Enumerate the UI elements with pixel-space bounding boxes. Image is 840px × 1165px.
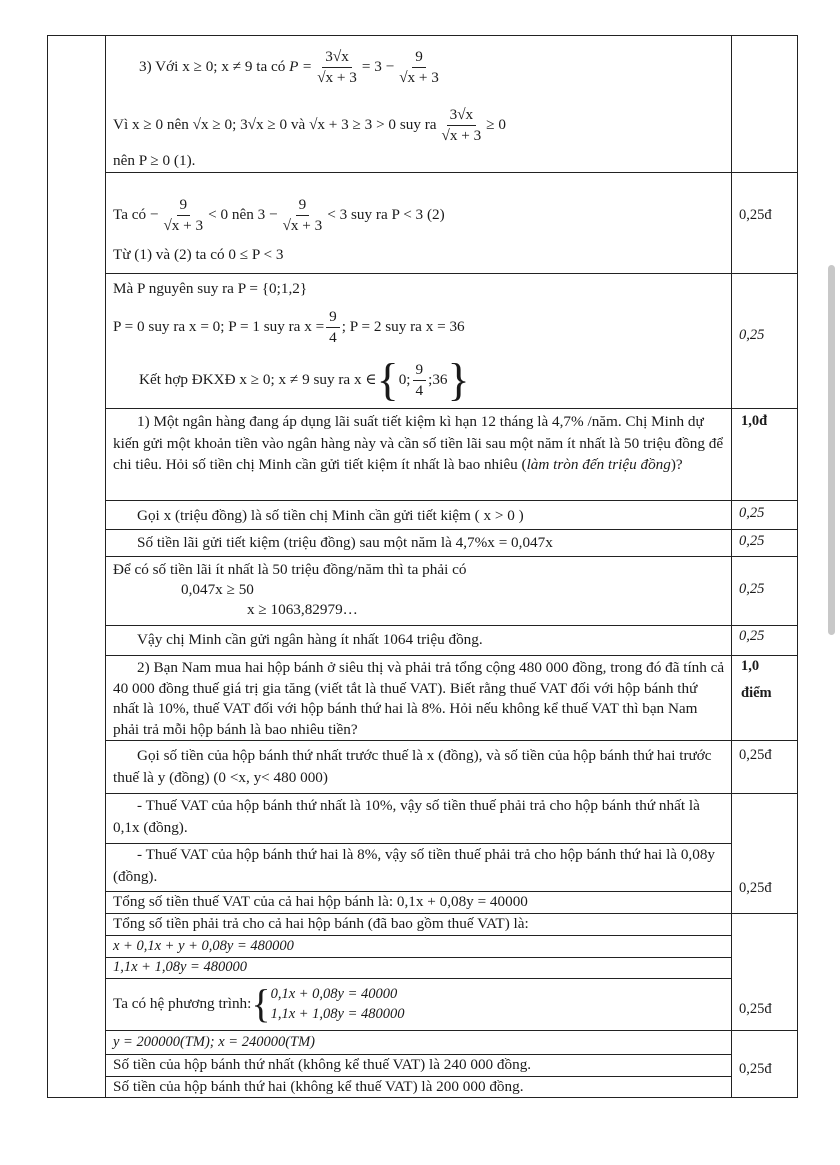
q2-text: 2) Bạn Nam mua hai hộp bánh ở siêu thị và phải trả tổng cộng 480 000 đồng, trong đó đã tính cả 40 000 đồng thuế giá trị gia tăng (viết tắt là thuế VAT). Biết rằng thuế VAT đối với hộp bánh thứ nhất là 10%, thuế VAT đối với hộp bánh thứ hai là 8%. Hỏi nếu không kể thuế VAT thì bạn Nam phải trả mỗi hộp bánh là bao nhiêu tiền? [113, 659, 725, 738]
q1-row2-score: 0,25 [739, 533, 765, 549]
answer-table [47, 35, 798, 1098]
row5-line2: P = 0 suy ra x = 0; P = 1 suy ra x = $\frac{9}{4}$ ; P = 2 suy ra x = 36 [113, 307, 465, 346]
q2-row9: y = 200000(TM); x = 240000(TM) [113, 1034, 315, 1050]
row5-score: 0,25 [739, 327, 765, 343]
row4-score: 0,25đ [739, 207, 772, 223]
row4-line2: Từ (1) và (2) ta có 0 ≤ P < 3 [113, 246, 284, 263]
q2-score-b: điểm [741, 685, 772, 701]
q2-row3: - Thuế VAT của hộp bánh thứ hai là 8%, vậy số tiền thuế phải trả cho hộp bánh thứ hai là 0,08y (đồng). [113, 846, 716, 885]
q1-row3b: 0,047x ≥ 50 [181, 581, 254, 598]
q1-row1: Gọi x (triệu đồng) là số tiền chị Minh cần gửi tiết kiệm ( x > 0 ) [137, 507, 524, 524]
q1-row4: Vậy chị Minh cần gửi ngân hàng ít nhất 1064 triệu đồng. [137, 631, 483, 648]
q2-row1-score: 0,25đ [739, 747, 772, 763]
q2-row2: - Thuế VAT của hộp bánh thứ nhất là 10%, vậy số tiền thuế phải trả cho hộp bánh thứ nhất là 0,1x (đồng). [113, 797, 700, 836]
q2-row7: 1,1x + 1,08y = 480000 [113, 959, 247, 975]
q2-row11: Số tiền của hộp bánh thứ hai (không kể thuế VAT) là 200 000 đồng. [113, 1078, 524, 1095]
q1-row1-score: 0,25 [739, 505, 765, 521]
q1-row2: Số tiền lãi gửi tiết kiệm (triệu đồng) sau một năm là 4,7%x = 0,047x [137, 534, 553, 551]
row3-line3: nên P ≥ 0 (1). [113, 152, 196, 169]
q2-row5: Tổng số tiền phải trả cho cả hai hộp bánh (đã bao gồm thuế VAT) là: [113, 915, 529, 932]
scrollbar[interactable] [828, 265, 835, 635]
q2-row6: x + 0,1x + y + 0,08y = 480000 [113, 938, 294, 954]
q1-row4-score: 0,25 [739, 628, 765, 644]
row5-line3: Kết hợp ĐKXĐ x ≥ 0; x ≠ 9 suy ra x ∈ { 0; $\frac{9}{4}$ ;36 } [139, 354, 470, 405]
q2-row10: Số tiền của hộp bánh thứ nhất (không kể thuế VAT) là 240 000 đồng. [113, 1056, 532, 1073]
q1-row3c: x ≥ 1063,82979… [247, 601, 358, 618]
q2-row8-score: 0,25đ [739, 1001, 772, 1017]
q1-score: 1,0đ [741, 413, 768, 429]
q1-row3-score: 0,25 [739, 581, 765, 597]
q2-row8: Ta có hệ phương trình: { 0,1x + 0,08y = 40000 1,1x + 1,08y = 480000 [113, 981, 405, 1026]
q1-row3a: Để có số tiền lãi ít nhất là 50 triệu đồng/năm thì ta phải có [113, 561, 467, 578]
q2-row4: Tổng số tiền thuế VAT của cả hai hộp bánh là: 0,1x + 0,08y = 40000 [113, 893, 528, 910]
q2-row1011-score: 0,25đ [739, 1061, 772, 1077]
row4-line1: Ta có − $\frac{9}{√x + 3}$ < 0 nên 3 − $\frac{9}{√x + 3}$ < 3 suy ra P < 3 (2) [113, 195, 445, 234]
row3-line1: 3) Với x ≥ 0; x ≠ 9 ta có P = $\frac{3√x}{√x + 3}$ = 3 − $\frac{9}{√x + 3}$ [139, 47, 439, 86]
row3-line2: Vì x ≥ 0 nên √x ≥ 0; 3√x ≥ 0 và √x + 3 ≥ 3 > 0 suy ra $\frac{3√x}{√x + 3}$ ≥ 0 [113, 105, 506, 144]
q2-score-a: 1,0 [741, 658, 760, 674]
q1-text: 1) Một ngân hàng đang áp dụng lãi suất tiết kiệm kì hạn 12 tháng là 4,7% /năm. Chị Minh dự kiến gửi một khoản tiền vào ngân hàng này và cần số tiền lãi sau một năm ít nhất là 50 triệu đồng để chi tiêu. Hỏi số tiền chị Minh cần gửi tiết kiệm ít nhất là bao nhiêu (làm tròn đến triệu đồng)? [113, 413, 724, 473]
q2-row1: Gọi số tiền của hộp bánh thứ nhất trước thuế là x (đồng), và số tiền của hộp bánh thứ hai trước thuế là y (đồng) (0 <x, y< 480 000) [113, 747, 712, 786]
row5-line1: Mà P nguyên suy ra P = {0;1,2} [113, 280, 308, 297]
q2-row34-score: 0,25đ [739, 880, 772, 896]
